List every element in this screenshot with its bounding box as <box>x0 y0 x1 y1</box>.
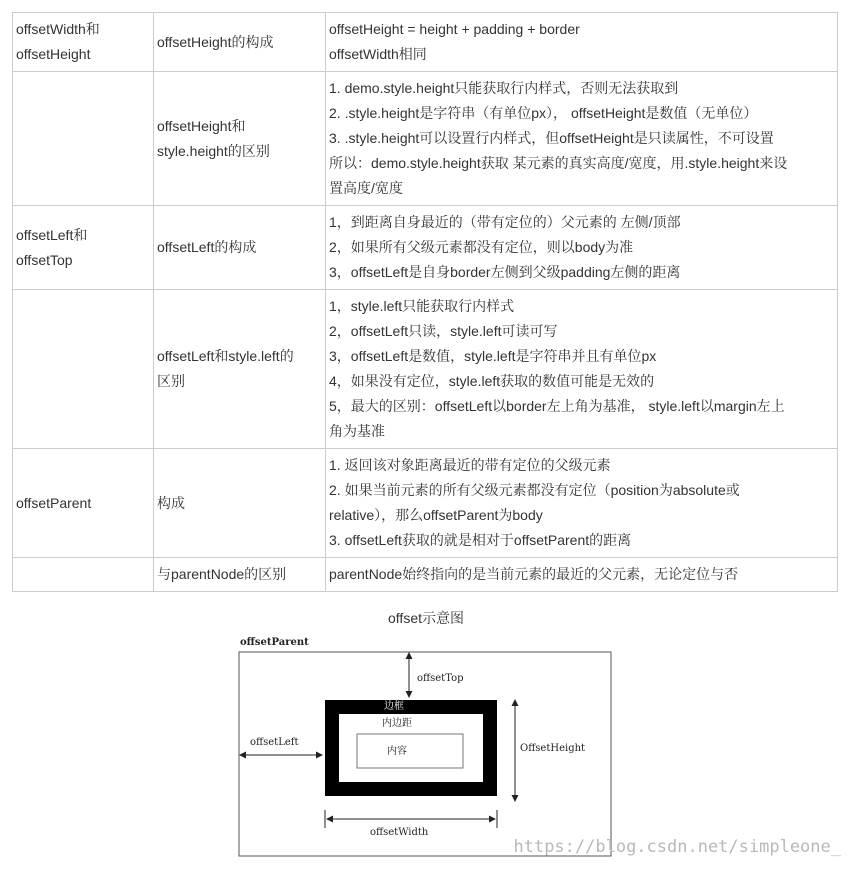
property-cell <box>13 206 154 290</box>
offset-left-label: offsetLeft <box>250 737 299 748</box>
property-cell <box>13 290 154 449</box>
cell-line: 3，offsetLeft是数值，style.left是字符串并且有单位px <box>329 348 657 364</box>
cell-line: 1，到距离自身最近的（带有定位的）父元素的 左侧/顶部 <box>329 214 681 230</box>
cell-line: offsetParent <box>16 494 92 511</box>
offset-properties-table <box>12 12 838 592</box>
cell-line: 构成 <box>157 494 185 511</box>
cell-line: relative），那么offsetParent为body <box>329 507 543 523</box>
cell-line: 2，offsetLeft只读，style.left可读可写 <box>329 323 558 339</box>
table-row <box>13 206 838 290</box>
cell-line: style.height的区别 <box>157 142 270 159</box>
cell-line: 3. .style.height可以设置行内样式，但offsetHeight是只读属性，不可设置 <box>329 130 774 146</box>
cell-line: offsetTop <box>16 251 73 268</box>
cell-line: 1. demo.style.height只能获取行内样式，否则无法获取到 <box>329 80 679 96</box>
cell-line: 1，style.left只能获取行内样式 <box>329 298 515 314</box>
cell-line: offsetHeight的构成 <box>157 33 274 50</box>
padding-label: 内边距 <box>382 718 412 729</box>
cell-line: 所以：demo.style.height获取 某元素的真实高度/宽度，用.style.height来设 <box>329 155 788 171</box>
offset-height-label: OffsetHeight <box>520 743 586 754</box>
cell-line: offsetWidth相同 <box>329 46 427 62</box>
cell-line: 1. 返回该对象距离最近的带有定位的父级元素 <box>329 457 611 473</box>
cell-line: 2. .style.height是字符串（有单位px）， offsetHeight是数值（无单位） <box>329 105 758 121</box>
cell-line: offsetLeft的构成 <box>157 239 257 255</box>
cell-line: 角为基准 <box>329 423 385 439</box>
topic-cell <box>154 13 326 72</box>
topic-cell <box>154 290 326 449</box>
table-row <box>13 13 838 72</box>
cell-line: 2，如果所有父级元素都没有定位，则以body为准 <box>329 239 634 255</box>
property-cell <box>13 72 154 206</box>
cell-line: 3. offsetLeft获取的就是相对于offsetParent的距离 <box>329 532 632 548</box>
cell-line: offsetHeight和 <box>157 117 246 134</box>
table-row <box>13 449 838 558</box>
cell-line: 2. 如果当前元素的所有父级元素都没有定位（position为absolute或 <box>329 482 740 498</box>
cell-line: 3，offsetLeft是自身border左侧到父级padding左侧的距离 <box>329 264 681 280</box>
description-cell <box>326 72 838 206</box>
cell-line: 置高度/宽度 <box>329 180 403 196</box>
description-cell <box>326 13 838 72</box>
property-cell <box>13 558 154 592</box>
diagram-caption: offset示意图 <box>388 610 464 626</box>
topic-cell <box>154 72 326 206</box>
cell-line: offsetHeight = height + padding + border <box>329 21 580 37</box>
table-row <box>13 290 838 449</box>
description-cell <box>326 558 838 592</box>
cell-line: 与parentNode的区别 <box>157 566 287 582</box>
offset-diagram <box>236 634 616 862</box>
cell-line: offsetWidth和 <box>16 21 100 37</box>
table-row <box>13 72 838 206</box>
content-box <box>357 734 463 768</box>
offset-top-label: offsetTop <box>417 673 464 684</box>
property-cell <box>13 449 154 558</box>
cell-line: offsetLeft和 <box>16 226 88 243</box>
description-cell <box>326 290 838 449</box>
topic-cell <box>154 206 326 290</box>
topic-cell <box>154 449 326 558</box>
cell-line: parentNode始终指向的是当前元素的最近的父元素，无论定位与否 <box>329 566 739 582</box>
cell-line: 区别 <box>157 373 185 389</box>
topic-cell <box>154 558 326 592</box>
content-label: 内容 <box>387 746 407 757</box>
description-cell <box>326 449 838 558</box>
table-row <box>13 558 838 592</box>
cell-line: offsetHeight <box>16 46 91 62</box>
cell-line: 4，如果没有定位，style.left获取的数值可能是无效的 <box>329 373 655 389</box>
border-label: 边框 <box>384 701 404 712</box>
cell-line: 5，最大的区别：offsetLeft以border左上角为基准， style.left以margin左上 <box>329 398 785 414</box>
offset-width-label: offsetWidth <box>370 827 429 838</box>
description-cell <box>326 206 838 290</box>
watermark: https://blog.csdn.net/simpleone_ <box>513 837 841 857</box>
offset-parent-label: offsetParent <box>240 637 309 648</box>
cell-line: offsetLeft和style.left的 <box>157 348 294 364</box>
property-cell <box>13 13 154 72</box>
